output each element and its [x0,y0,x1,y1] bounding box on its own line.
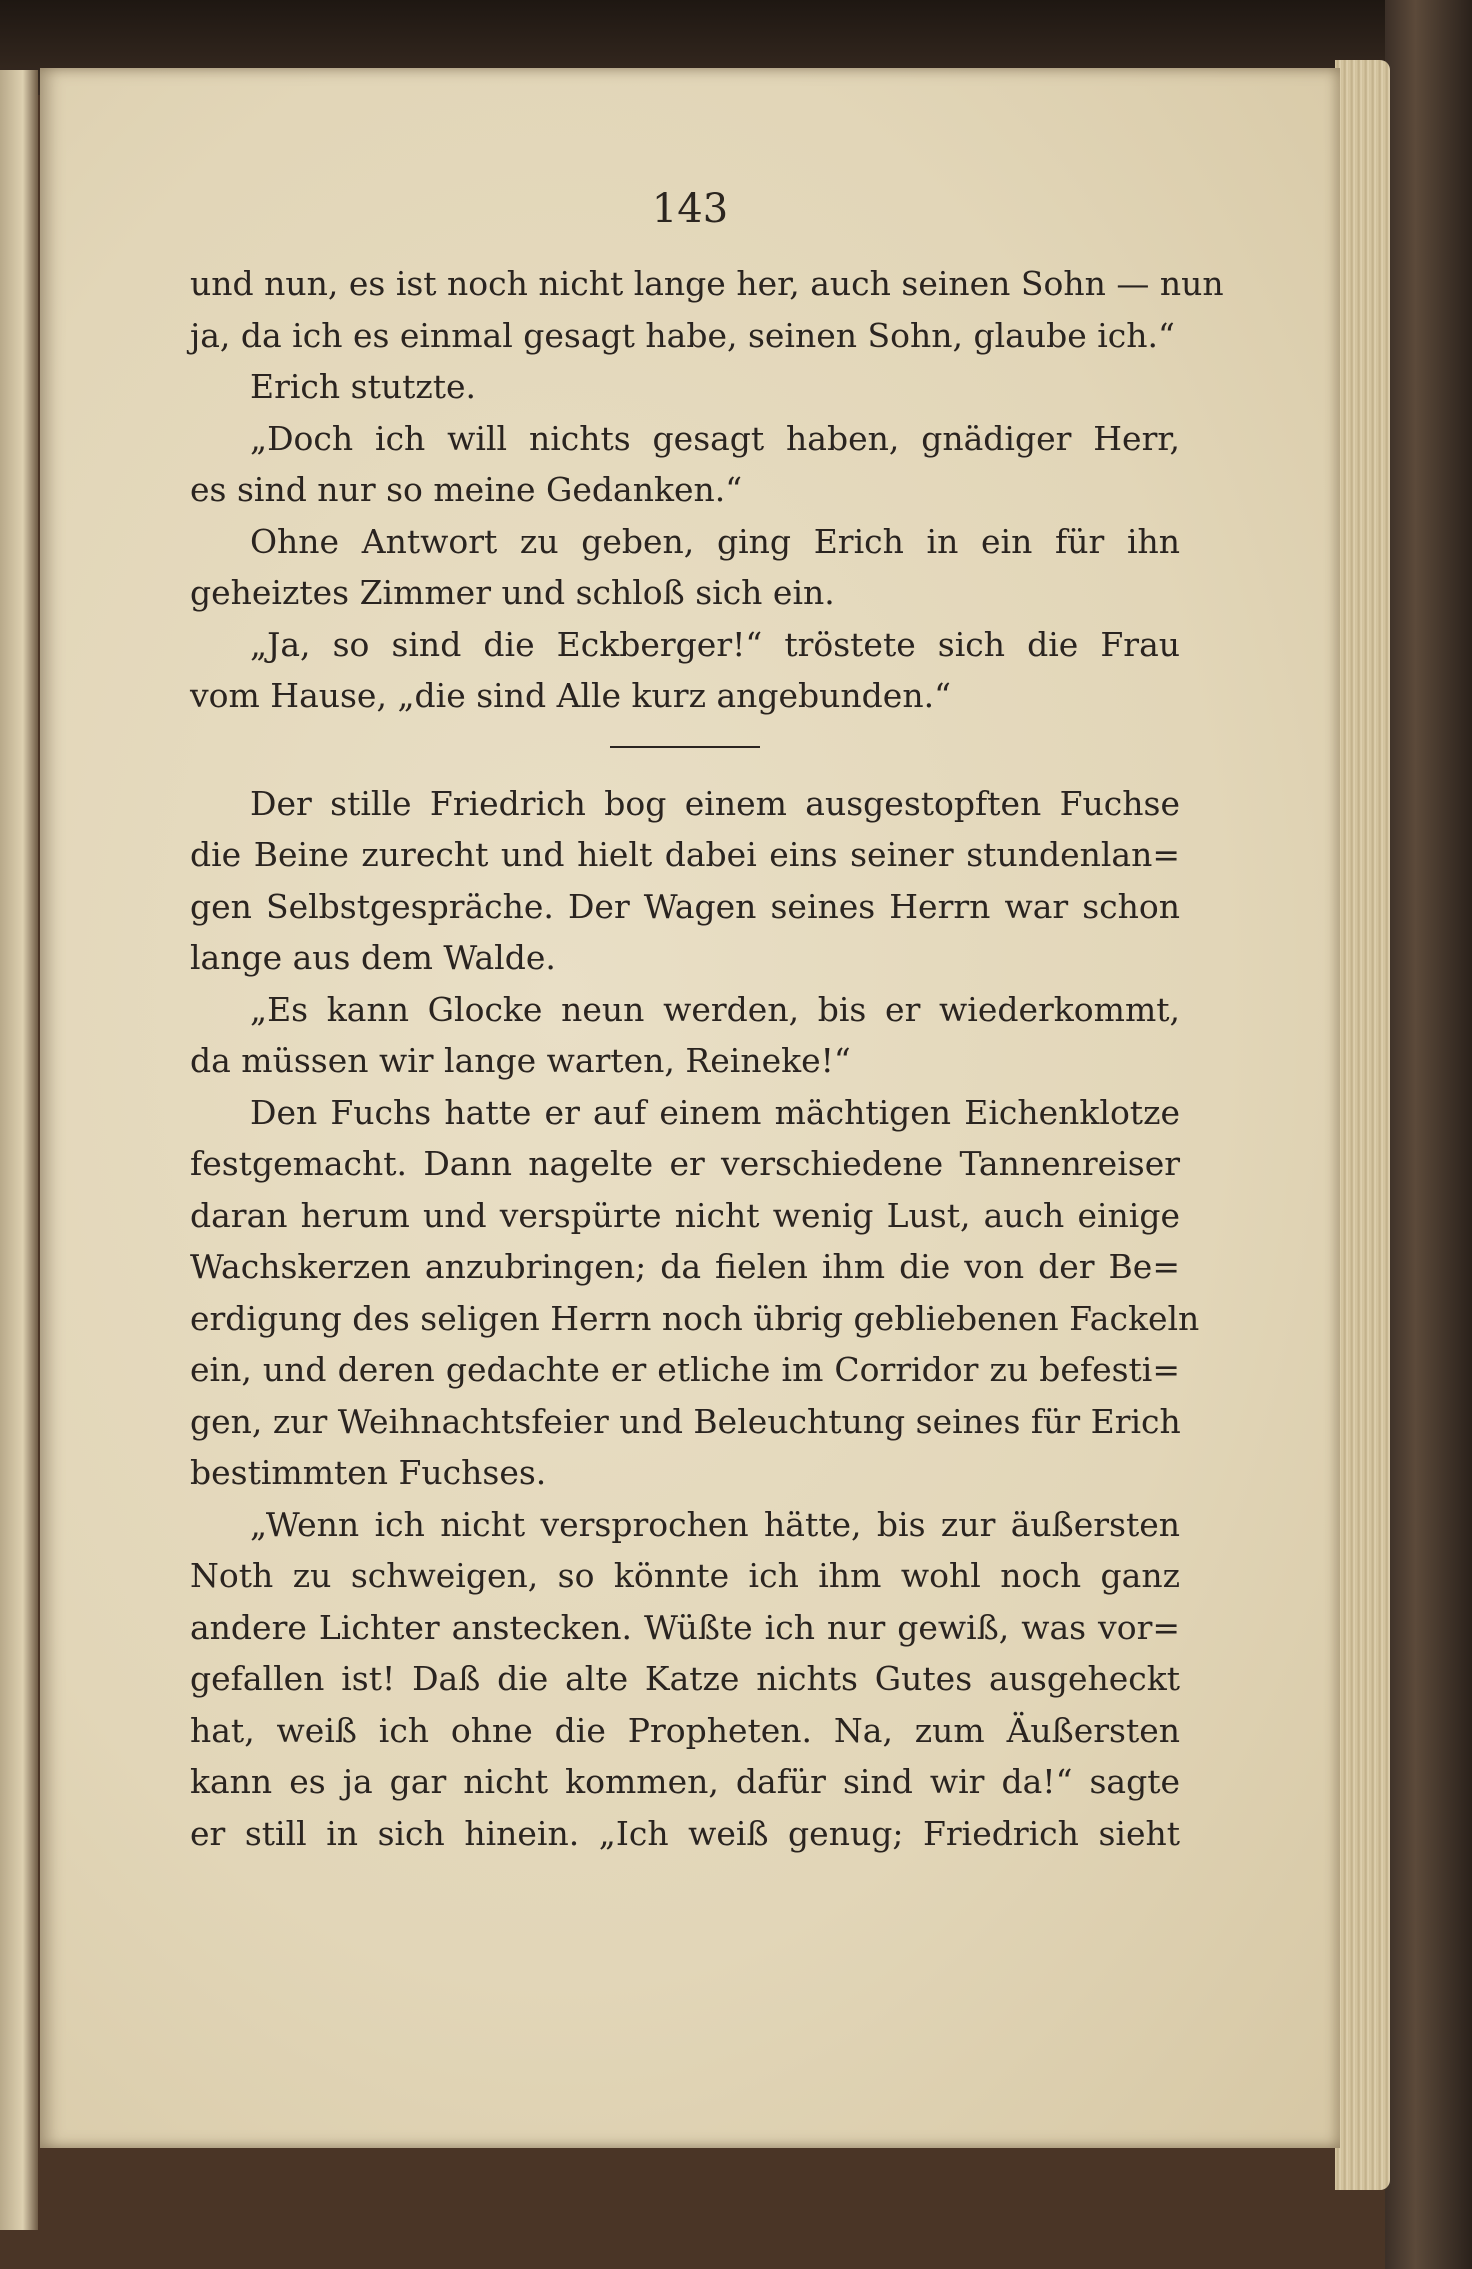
text-line: Erich stutzte. [250,367,477,406]
text-line: Wachskerzen anzubringen; da fielen ihm die von der Be= [190,1247,1180,1286]
text-line: Ohne Antwort zu geben, ging Erich in ein für ihn [250,521,1180,561]
text-section-1 [190,258,1224,722]
page-edges [1335,60,1390,2190]
text-line: festgemacht. Dann nagelte er verschiedene Tannenreiser [190,1144,1180,1183]
text-line: vom Hause, „die sind Alle kurz angebunden.“ [190,676,951,715]
text-line: „Ja, so sind die Eckberger!“ tröstete sich die Frau [250,624,1180,664]
text-line: die Beine zurecht und hielt dabei eins seiner stundenlan= [190,835,1180,874]
text-line: „Wenn ich nicht versprochen hätte, bis zur äußersten [250,1504,1180,1544]
text-line: „Doch ich will nichts gesagt haben, gnädiger Herr, [250,418,1180,458]
text-line: lange aus dem Walde. [190,938,556,977]
book-page [40,68,1340,2148]
text-line: gen, zur Weihnachtsfeier und Beleuchtung seines für Erich [190,1401,1181,1441]
book-cover-right [1385,0,1472,2269]
text-line: es sind nur so meine Gedanken.“ [190,470,743,509]
text-line: erdigung des seligen Herrn noch übrig gebliebenen Fackeln [190,1298,1200,1338]
text-line: daran herum und verspürte nicht wenig Lust, auch einige [190,1195,1180,1235]
text-line: „Es kann Glocke neun werden, bis er wiederkommt, [250,989,1180,1029]
section-separator [610,746,760,748]
page-number: 143 [651,186,729,232]
text-line: geheiztes Zimmer und schloß sich ein. [190,573,835,612]
text-line: da müssen wir lange warten, Reineke!“ [190,1041,851,1080]
text-line: ja, da ich es einmal gesagt habe, seinen Sohn, glaube ich.“ [190,315,1175,355]
text-line: Der stille Friedrich bog einem ausgestopften Fuchse [250,783,1180,823]
page-text [190,258,1224,1859]
text-line: gen Selbstgespräche. Der Wagen seines Herrn war schon [190,886,1180,926]
text-line: hat, weiß ich ohne die Propheten. Na, zum Äußersten [190,1710,1180,1750]
left-page-strip [0,70,38,2230]
text-section-2 [190,778,1200,1860]
text-line: gefallen ist! Daß die alte Katze nichts Gutes ausgeheckt [190,1659,1180,1698]
text-line: Den Fuchs hatte er auf einem mächtigen Eichenklotze [250,1092,1180,1132]
text-line: er still in sich hinein. „Ich weiß genug; Friedrich sieht [190,1813,1180,1853]
text-line: Noth zu schweigen, so könnte ich ihm wohl noch ganz [190,1556,1180,1595]
text-line: ein, und deren gedachte er etliche im Corridor zu befesti= [190,1350,1180,1389]
text-line: bestimmten Fuchses. [190,1453,547,1492]
text-line: andere Lichter anstecken. Wüßte ich nur gewiß, was vor= [190,1607,1180,1647]
text-line: kann es ja gar nicht kommen, dafür sind wir da!“ sagte [190,1762,1180,1801]
text-line: und nun, es ist noch nicht lange her, auch seinen Sohn — nun [190,264,1224,303]
